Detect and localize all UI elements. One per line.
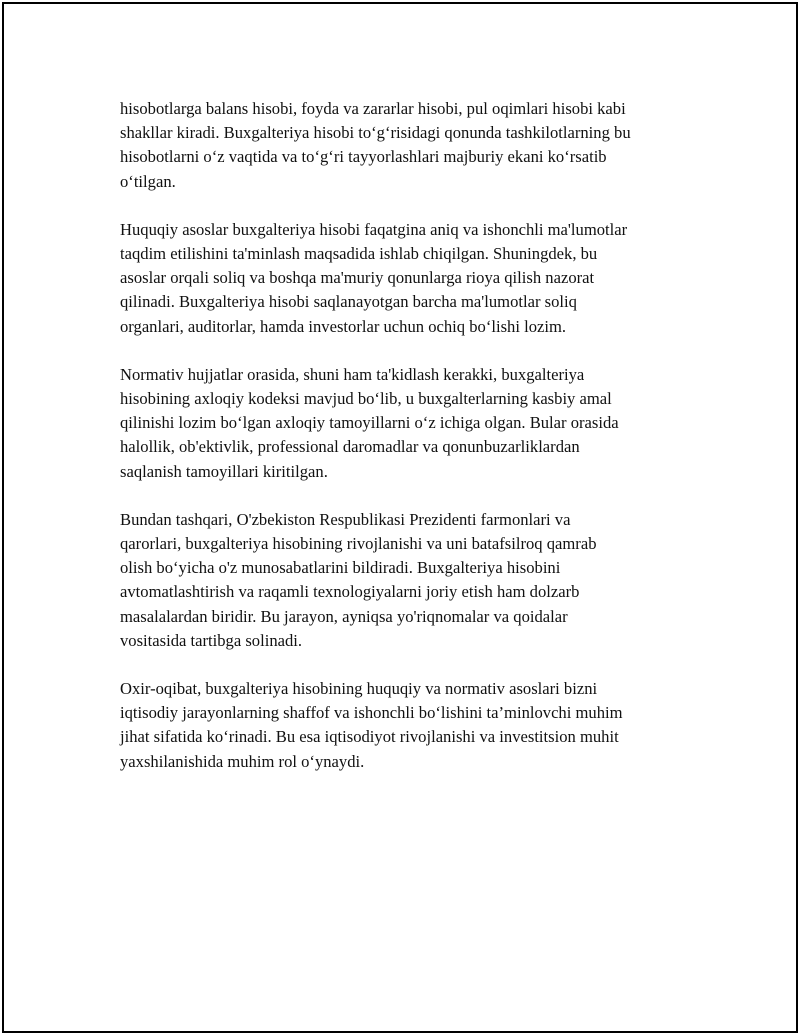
document-page — [2, 2, 798, 1033]
paragraph-4 — [120, 508, 700, 653]
text-line: yaxshilanishida muhim rol o‘ynaydi. — [120, 751, 365, 771]
text-line: avtomatlashtirish va raqamli texnologiyalarni joriy etish ham dolzarb — [120, 582, 580, 602]
paragraph-1 — [120, 97, 700, 194]
text-line: halollik, ob'ektivlik, professional daromadlar va qonunbuzarliklardan — [120, 437, 580, 457]
text-line: hisobotlarga balans hisobi, foyda va zararlar hisobi, pul oqimlari hisobi kabi — [120, 99, 626, 118]
text-line: Normativ hujjatlar orasida, shuni ham ta'kidlash kerakki, buxgalteriya — [120, 364, 585, 384]
text-line: o‘tilgan. — [120, 171, 176, 191]
text-line: qilinadi. Buxgalteriya hisobi saqlanayotgan barcha ma'lumotlar soliq — [120, 292, 577, 312]
text-line: qilinishi lozim bo‘lgan axloqiy tamoyillarni o‘z ichiga olgan. Bular orasida — [120, 413, 619, 433]
paragraph-2 — [120, 218, 700, 339]
text-line: hisobining axloqiy kodeksi mavjud bo‘lib, u buxgalterlarning kasbiy amal — [120, 389, 612, 409]
text-line: shakllar kiradi. Buxgalteriya hisobi to‘g‘risidagi qonunda tashkilotlarning bu — [120, 123, 631, 143]
text-line: Bundan tashqari, O'zbekiston Respublikasi Prezidenti farmonlari va — [120, 509, 571, 529]
text-line: organlari, auditorlar, hamda investorlar uchun ochiq bo‘lishi lozim. — [120, 316, 567, 336]
text-line: hisobotlarni o‘z vaqtida va to‘g‘ri tayyorlashlari majburiy ekani ko‘rsatib — [120, 147, 607, 167]
text-line: masalalardan biridir. Bu jarayon, ayniqsa yo'riqnomalar va qoidalar — [120, 606, 568, 626]
text-line: qarorlari, buxgalteriya hisobining rivojlanishi va uni batafsilroq qamrab — [120, 534, 597, 554]
paragraph-5 — [120, 677, 700, 774]
text-line: iqtisodiy jarayonlarning shaffof va ishonchli bo‘lishini ta’minlovchi muhim — [120, 703, 623, 723]
text-line: saqlanish tamoyillari kiritilgan. — [120, 461, 328, 481]
text-line: Huquqiy asoslar buxgalteriya hisobi faqatgina aniq va ishonchli ma'lumotlar — [120, 219, 628, 239]
text-line: asoslar orqali soliq va boshqa ma'muriy qonunlarga rioya qilish nazorat — [120, 268, 595, 288]
text-line: jihat sifatida ko‘rinadi. Bu esa iqtisodiyot rivojlanishi va investitsion muhit — [120, 727, 619, 747]
text-line: Oxir-oqibat, buxgalteriya hisobining huquqiy va normativ asoslari bizni — [120, 679, 598, 699]
text-line: vositasida tartibga solinadi. — [120, 630, 303, 650]
text-line: olish bo‘yicha o'z munosabatlarini bildiradi. Buxgalteriya hisobini — [120, 558, 561, 578]
text-line: taqdim etilishini ta'minlash maqsadida ishlab chiqilgan. Shuningdek, bu — [120, 244, 598, 264]
paragraph-3 — [120, 363, 700, 484]
document-body — [120, 97, 700, 798]
